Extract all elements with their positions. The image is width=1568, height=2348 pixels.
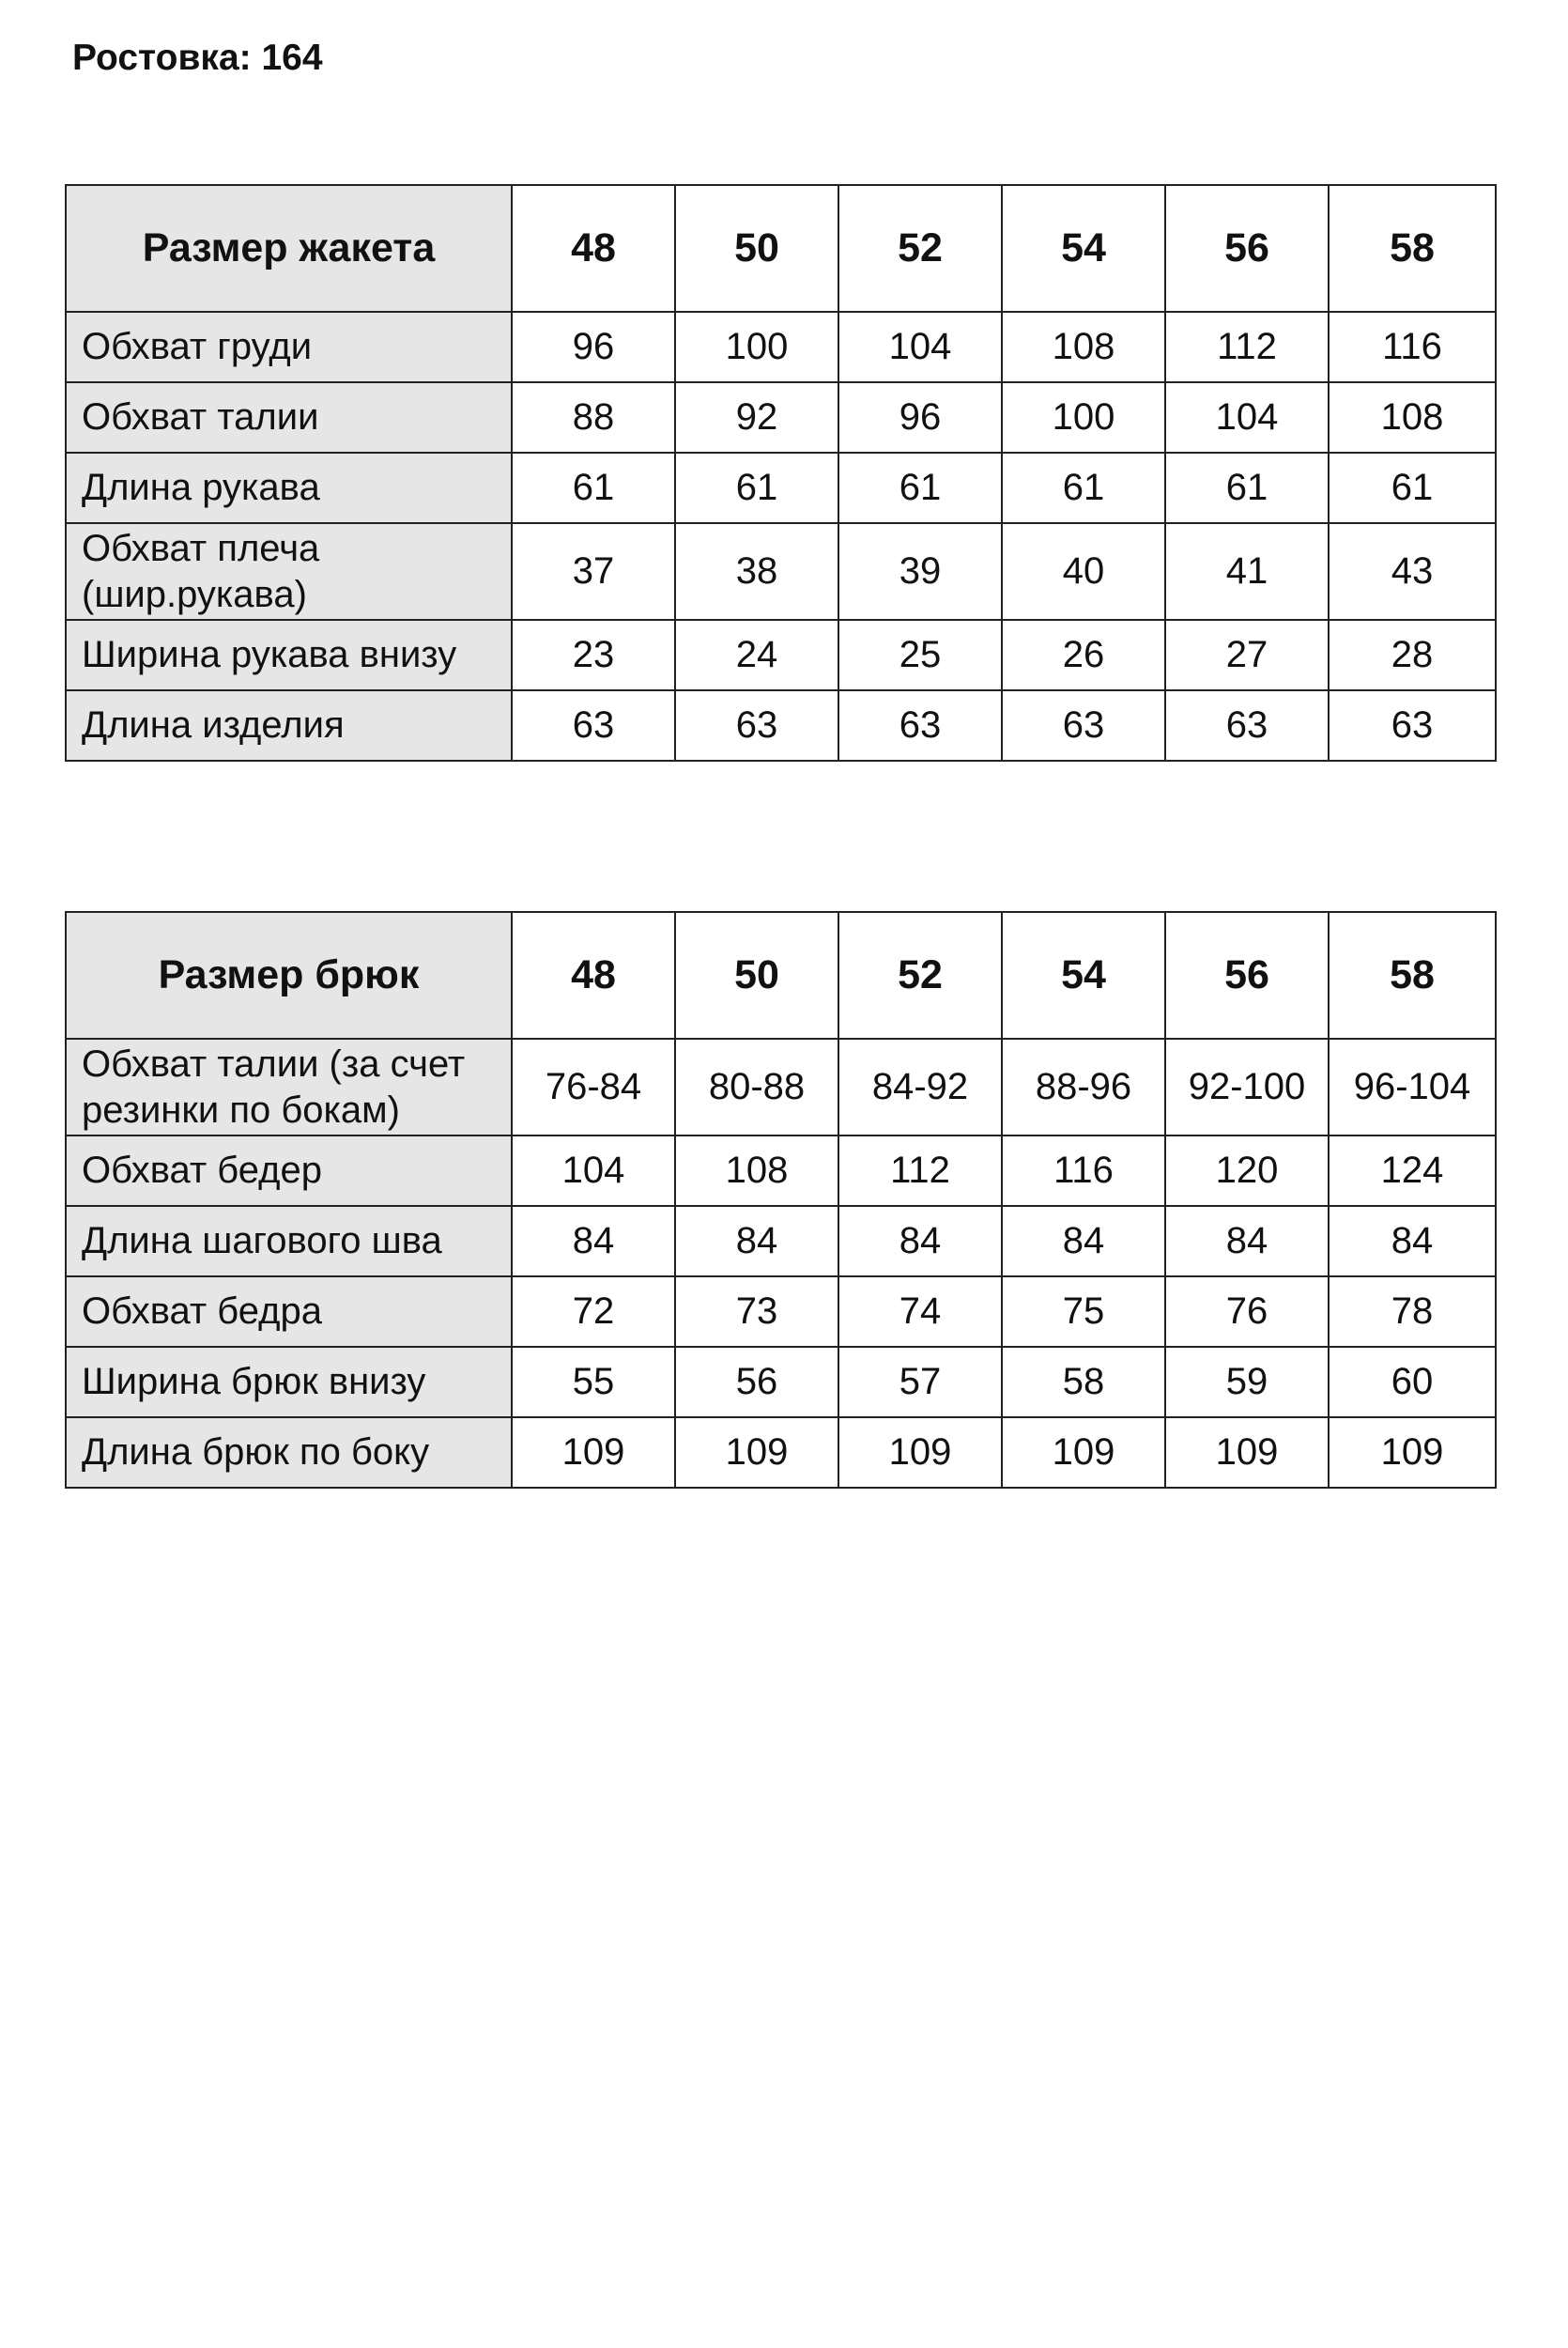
measurement-value: 108 bbox=[1329, 382, 1496, 453]
jacket-size-header: 54 bbox=[1002, 185, 1165, 312]
measurement-label-text: Ширина брюк внизу bbox=[82, 1361, 426, 1402]
measurement-label bbox=[66, 690, 512, 761]
measurement-value: 63 bbox=[1002, 690, 1165, 761]
measurement-value: 60 bbox=[1329, 1347, 1496, 1417]
measurement-value: 61 bbox=[1002, 453, 1165, 523]
measurement-value: 37 bbox=[512, 523, 675, 620]
measurement-label bbox=[66, 1135, 512, 1206]
jacket-table-body bbox=[66, 185, 1496, 761]
table-row bbox=[66, 523, 1496, 620]
measurement-value: 100 bbox=[1002, 382, 1165, 453]
table-row bbox=[66, 1206, 1496, 1276]
measurement-label-text: Длина брюк по боку bbox=[82, 1431, 430, 1473]
measurement-label bbox=[66, 620, 512, 690]
measurement-label-text: Обхват талии (за счет резинки по бокам) bbox=[82, 1043, 466, 1131]
measurement-value: 84 bbox=[1002, 1206, 1165, 1276]
measurement-label bbox=[66, 1276, 512, 1347]
measurement-value: 109 bbox=[1002, 1417, 1165, 1488]
table-row bbox=[66, 382, 1496, 453]
measurement-value: 26 bbox=[1002, 620, 1165, 690]
table-row bbox=[66, 1276, 1496, 1347]
measurement-value: 96 bbox=[838, 382, 1002, 453]
pants-size-header: 56 bbox=[1165, 912, 1329, 1039]
measurement-value: 58 bbox=[1002, 1347, 1165, 1417]
table-row bbox=[66, 1039, 1496, 1135]
pants-size-header: 50 bbox=[675, 912, 838, 1039]
measurement-value: 73 bbox=[675, 1276, 838, 1347]
measurement-value: 63 bbox=[675, 690, 838, 761]
measurement-value: 109 bbox=[1329, 1417, 1496, 1488]
measurement-value: 120 bbox=[1165, 1135, 1329, 1206]
table-row bbox=[66, 1135, 1496, 1206]
measurement-label bbox=[66, 1347, 512, 1417]
measurement-value: 61 bbox=[512, 453, 675, 523]
measurement-label-text: Обхват бедер bbox=[82, 1150, 322, 1191]
jacket-size-header: 52 bbox=[838, 185, 1002, 312]
measurement-value: 61 bbox=[838, 453, 1002, 523]
measurement-value: 108 bbox=[1002, 312, 1165, 382]
measurement-value: 104 bbox=[512, 1135, 675, 1206]
measurement-value: 63 bbox=[1329, 690, 1496, 761]
measurement-value: 76 bbox=[1165, 1276, 1329, 1347]
measurement-value: 84 bbox=[675, 1206, 838, 1276]
measurement-label bbox=[66, 523, 512, 620]
measurement-label bbox=[66, 1039, 512, 1135]
jacket-size-header: 48 bbox=[512, 185, 675, 312]
measurement-value: 43 bbox=[1329, 523, 1496, 620]
measurement-value: 84 bbox=[1165, 1206, 1329, 1276]
measurement-value: 63 bbox=[512, 690, 675, 761]
measurement-label bbox=[66, 1417, 512, 1488]
measurement-value: 92 bbox=[675, 382, 838, 453]
pants-size-header: 52 bbox=[838, 912, 1002, 1039]
table-row bbox=[66, 312, 1496, 382]
table-row bbox=[66, 620, 1496, 690]
measurement-label-text: Обхват бедра bbox=[82, 1290, 322, 1332]
measurement-value: 116 bbox=[1329, 312, 1496, 382]
measurement-label bbox=[66, 1206, 512, 1276]
measurement-value: 96-104 bbox=[1329, 1039, 1496, 1135]
measurement-label bbox=[66, 312, 512, 382]
measurement-value: 84 bbox=[512, 1206, 675, 1276]
measurement-value: 112 bbox=[838, 1135, 1002, 1206]
measurement-label-text: Длина изделия bbox=[82, 704, 345, 746]
measurement-value: 84-92 bbox=[838, 1039, 1002, 1135]
page-title: Ростовка: 164 bbox=[72, 38, 323, 78]
measurement-value: 116 bbox=[1002, 1135, 1165, 1206]
measurement-value: 74 bbox=[838, 1276, 1002, 1347]
measurement-label-text: Обхват талии bbox=[82, 396, 319, 438]
pants-size-header: 48 bbox=[512, 912, 675, 1039]
jacket-size-header: 50 bbox=[675, 185, 838, 312]
measurement-value: 61 bbox=[1165, 453, 1329, 523]
measurement-value: 124 bbox=[1329, 1135, 1496, 1206]
measurement-value: 57 bbox=[838, 1347, 1002, 1417]
measurement-value: 108 bbox=[675, 1135, 838, 1206]
pants-header-label: Размер брюк bbox=[66, 912, 512, 1039]
measurement-value: 28 bbox=[1329, 620, 1496, 690]
table-row bbox=[66, 1347, 1496, 1417]
measurement-value: 55 bbox=[512, 1347, 675, 1417]
measurement-value: 88 bbox=[512, 382, 675, 453]
measurement-value: 59 bbox=[1165, 1347, 1329, 1417]
pants-size-table bbox=[65, 911, 1497, 1489]
measurement-value: 39 bbox=[838, 523, 1002, 620]
jacket-size-header: 56 bbox=[1165, 185, 1329, 312]
measurement-value: 61 bbox=[1329, 453, 1496, 523]
measurement-label-text: Длина рукава bbox=[82, 467, 320, 508]
measurement-value: 109 bbox=[838, 1417, 1002, 1488]
measurement-value: 109 bbox=[512, 1417, 675, 1488]
measurement-value: 92-100 bbox=[1165, 1039, 1329, 1135]
measurement-value: 76-84 bbox=[512, 1039, 675, 1135]
measurement-value: 75 bbox=[1002, 1276, 1165, 1347]
table-row bbox=[66, 690, 1496, 761]
table-row bbox=[66, 453, 1496, 523]
measurement-value: 96 bbox=[512, 312, 675, 382]
measurement-value: 25 bbox=[838, 620, 1002, 690]
jacket-header-row bbox=[66, 185, 1496, 312]
measurement-value: 27 bbox=[1165, 620, 1329, 690]
measurement-label-text: Ширина рукава внизу bbox=[82, 634, 457, 675]
measurement-value: 38 bbox=[675, 523, 838, 620]
measurement-value: 56 bbox=[675, 1347, 838, 1417]
measurement-value: 23 bbox=[512, 620, 675, 690]
measurement-label bbox=[66, 382, 512, 453]
measurement-value: 78 bbox=[1329, 1276, 1496, 1347]
measurement-value: 112 bbox=[1165, 312, 1329, 382]
measurement-label-text: Обхват плеча (шир.рукава) bbox=[82, 527, 320, 615]
measurement-value: 109 bbox=[1165, 1417, 1329, 1488]
measurement-value: 24 bbox=[675, 620, 838, 690]
measurement-value: 72 bbox=[512, 1276, 675, 1347]
measurement-value: 84 bbox=[1329, 1206, 1496, 1276]
measurement-label-text: Обхват груди bbox=[82, 326, 313, 367]
measurement-value: 104 bbox=[838, 312, 1002, 382]
measurement-value: 61 bbox=[675, 453, 838, 523]
measurement-value: 104 bbox=[1165, 382, 1329, 453]
measurement-value: 63 bbox=[838, 690, 1002, 761]
pants-size-header: 54 bbox=[1002, 912, 1165, 1039]
measurement-value: 88-96 bbox=[1002, 1039, 1165, 1135]
measurement-value: 84 bbox=[838, 1206, 1002, 1276]
measurement-value: 41 bbox=[1165, 523, 1329, 620]
measurement-value: 40 bbox=[1002, 523, 1165, 620]
measurement-value: 80-88 bbox=[675, 1039, 838, 1135]
pants-table-body bbox=[66, 912, 1496, 1488]
measurement-value: 109 bbox=[675, 1417, 838, 1488]
pants-header-row bbox=[66, 912, 1496, 1039]
jacket-header-label: Размер жакета bbox=[66, 185, 512, 312]
measurement-value: 63 bbox=[1165, 690, 1329, 761]
measurement-label bbox=[66, 453, 512, 523]
jacket-size-header: 58 bbox=[1329, 185, 1496, 312]
pants-size-header: 58 bbox=[1329, 912, 1496, 1039]
measurement-label-text: Длина шагового шва bbox=[82, 1220, 442, 1261]
jacket-size-table bbox=[65, 184, 1497, 762]
measurement-value: 100 bbox=[675, 312, 838, 382]
table-row bbox=[66, 1417, 1496, 1488]
